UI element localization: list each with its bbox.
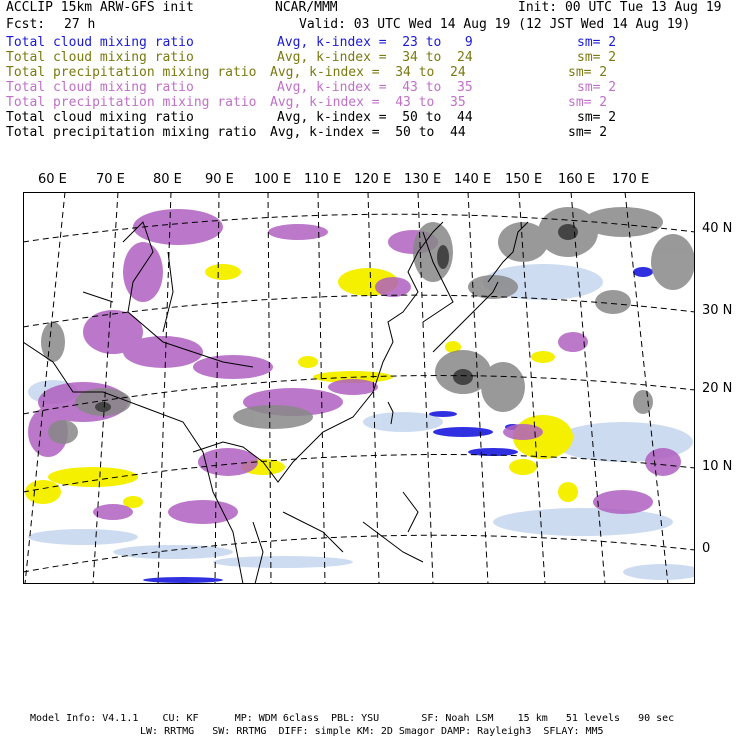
legend-avg: Avg, k-index = 23 to 9 — [277, 35, 473, 50]
legend-name: Total precipitation mixing ratio — [6, 95, 257, 110]
lon-label: 110 E — [304, 172, 342, 187]
legend-sm: sm= 2 — [568, 125, 608, 140]
lon-label: 80 E — [153, 172, 182, 187]
model-title: ACCLIP 15km ARW-GFS init — [6, 0, 194, 15]
legend-name: Total cloud mixing ratio — [6, 50, 194, 65]
lat-label: 40 N — [702, 221, 733, 236]
lon-label: 160 E — [558, 172, 596, 187]
lat-label: 0 — [702, 541, 711, 556]
lon-label: 70 E — [96, 172, 125, 187]
legend-sm: sm= 2 — [577, 110, 617, 125]
legend-sm: sm= 2 — [577, 50, 617, 65]
forecast-hours: 27 h — [64, 17, 96, 32]
legend-sm: sm= 2 — [568, 95, 608, 110]
legend-avg: Avg, k-index = 50 to 44 — [270, 125, 466, 140]
lon-label: 130 E — [404, 172, 442, 187]
forecast-label: Fcst: — [6, 17, 46, 32]
legend-avg: Avg, k-index = 43 to 35 — [270, 95, 466, 110]
lon-label: 100 E — [254, 172, 292, 187]
lat-label: 20 N — [702, 381, 733, 396]
lat-label: 30 N — [702, 303, 733, 318]
legend-avg: Avg, k-index = 43 to 35 — [277, 80, 473, 95]
legend-name: Total precipitation mixing ratio — [6, 125, 257, 140]
lon-label: 140 E — [454, 172, 492, 187]
org-label: NCAR/MMM — [275, 0, 338, 15]
lon-label: 150 E — [505, 172, 543, 187]
legend-sm: sm= 2 — [577, 35, 617, 50]
legend-avg: Avg, k-index = 50 to 44 — [277, 110, 473, 125]
legend-name: Total cloud mixing ratio — [6, 110, 194, 125]
cloud-mixing-ratio-map — [23, 192, 695, 584]
legend-sm: sm= 2 — [568, 65, 608, 80]
legend-name: Total precipitation mixing ratio — [6, 65, 257, 80]
lat-label: 10 N — [702, 459, 733, 474]
model-info-line2: LW: RRTMG SW: RRTMG DIFF: simple KM: 2D Smagor DAMP: Rayleigh3 SFLAY: MM5 — [140, 726, 604, 737]
legend-name: Total cloud mixing ratio — [6, 35, 194, 50]
valid-time: Valid: 03 UTC Wed 14 Aug 19 (12 JST Wed 14 Aug 19) — [299, 17, 691, 32]
init-time: Init: 00 UTC Tue 13 Aug 19 — [518, 0, 722, 15]
legend-sm: sm= 2 — [577, 80, 617, 95]
lon-label: 90 E — [205, 172, 234, 187]
lon-label: 60 E — [38, 172, 67, 187]
legend-avg: Avg, k-index = 34 to 24 — [277, 50, 473, 65]
legend-name: Total cloud mixing ratio — [6, 80, 194, 95]
model-info-line1: Model Info: V4.1.1 CU: KF MP: WDM 6class PBL: YSU SF: Noah LSM 15 km 51 levels 90 sec — [30, 713, 675, 724]
legend-avg: Avg, k-index = 34 to 24 — [270, 65, 466, 80]
lon-label: 120 E — [354, 172, 392, 187]
lon-label: 170 E — [612, 172, 650, 187]
